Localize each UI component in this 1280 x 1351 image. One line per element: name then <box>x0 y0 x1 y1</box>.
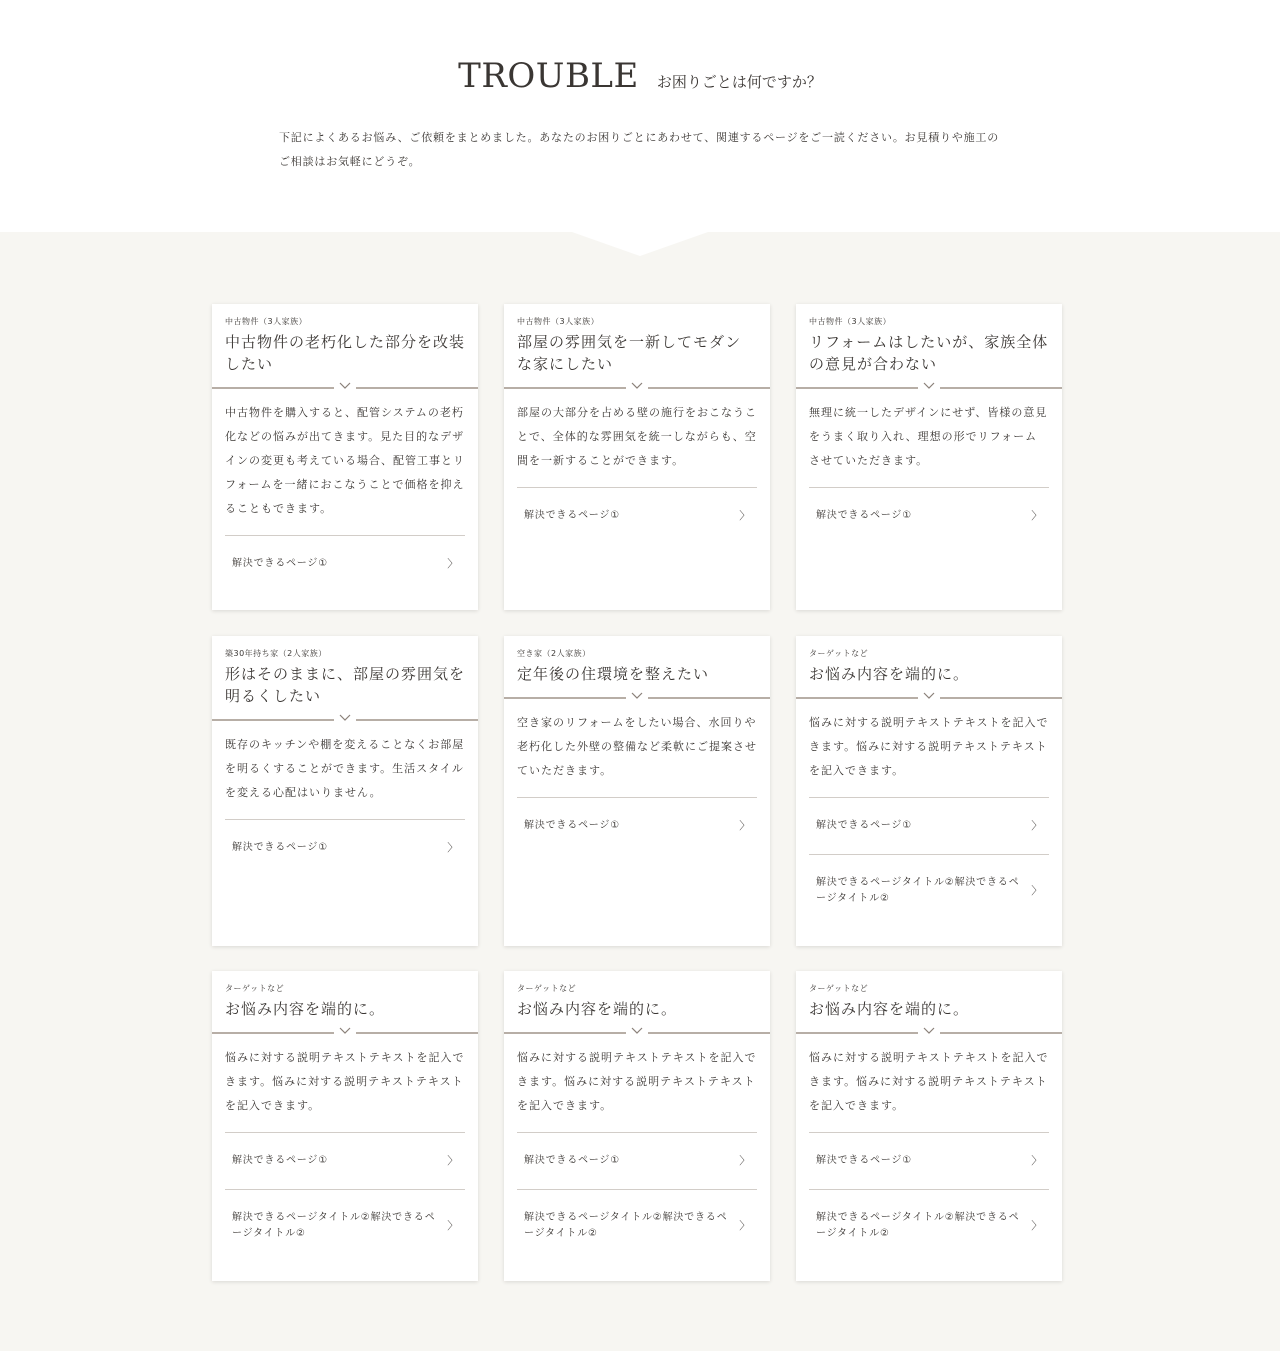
chevron-right-icon: 〉 <box>447 557 459 570</box>
solution-link[interactable] <box>517 1189 757 1261</box>
card-tag: 空き家（2人家族） <box>517 649 591 658</box>
solution-link-label: 解決できるページ① <box>816 820 912 831</box>
card-tag: 中古物件（3人家族） <box>517 317 600 326</box>
solution-link[interactable] <box>809 488 1049 544</box>
card-header <box>212 971 478 1034</box>
solution-link[interactable] <box>809 1133 1049 1189</box>
solution-link[interactable] <box>809 1189 1049 1261</box>
card-title: お悩み内容を端的に。 <box>809 665 970 683</box>
card-description: 空き家のリフォームをしたい場合、水回りや老朽化した外壁の整備など柔軟にご提案させていただきます。 <box>517 711 757 798</box>
card-body <box>796 1034 1062 1261</box>
trouble-card <box>504 636 770 946</box>
card-description: 悩みに対する説明テキストテキストを記入できます。悩みに対する説明テキストテキストを記入できます。 <box>809 711 1049 798</box>
chevron-down-icon <box>334 1027 356 1039</box>
solution-link-label: 解決できるページ① <box>232 842 328 853</box>
card-header <box>212 304 478 389</box>
solution-link[interactable] <box>517 488 757 544</box>
card-description: 既存のキッチンや棚を変えることなくお部屋を明るくすることができます。生活スタイルを変える心配はいりません。 <box>225 733 465 820</box>
card-description: 悩みに対する説明テキストテキストを記入できます。悩みに対する説明テキストテキストを記入できます。 <box>225 1046 465 1133</box>
chevron-right-icon: 〉 <box>447 1218 459 1232</box>
solution-link[interactable] <box>225 536 465 592</box>
card-tag: ターゲットなど <box>517 984 577 993</box>
card-header <box>796 971 1062 1034</box>
card-body <box>504 1034 770 1261</box>
card-header <box>212 636 478 721</box>
trouble-card <box>504 304 770 610</box>
solution-link-label: 解決できるページ① <box>232 558 328 569</box>
trouble-card <box>504 971 770 1281</box>
card-body <box>212 389 478 592</box>
chevron-right-icon: 〉 <box>739 1218 751 1232</box>
trouble-card <box>796 636 1062 946</box>
card-body <box>796 389 1062 544</box>
chevron-right-icon: 〉 <box>1031 819 1043 832</box>
solution-link-label: 解決できるページタイトル②解決できるページタイトル② <box>232 1211 436 1239</box>
solution-link-label: 解決できるページ① <box>232 1155 328 1166</box>
card-body <box>504 699 770 854</box>
section-notch <box>572 232 708 256</box>
chevron-right-icon: 〉 <box>1031 883 1043 897</box>
card-title: 定年後の住環境を整えたい <box>517 665 710 683</box>
card-tag: ターゲットなど <box>809 649 869 658</box>
trouble-card <box>796 304 1062 610</box>
section-title-ja: お困りごとは何ですか？ <box>656 73 822 91</box>
card-tag: 築30年持ち家（2人家族） <box>225 649 327 658</box>
solution-link-label: 解決できるページタイトル②解決できるページタイトル② <box>524 1211 728 1239</box>
card-title: お悩み内容を端的に。 <box>809 1000 970 1018</box>
trouble-card <box>212 636 478 946</box>
chevron-right-icon: 〉 <box>1031 1154 1043 1167</box>
card-header <box>504 304 770 389</box>
trouble-card <box>212 971 478 1281</box>
solution-link-label: 解決できるページタイトル②解決できるページタイトル② <box>816 1211 1020 1239</box>
card-title: 形はそのままに、部屋の雰囲気を明るくしたい <box>225 665 466 705</box>
trouble-card <box>212 304 478 610</box>
section-lead: 下記によくあるお悩み、ご依頼をまとめました。あなたのお困りごとにあわせて、関連するページをご一読ください。お見積りや施工のご相談はお気軽にどうぞ。 <box>279 131 1000 168</box>
card-tag: ターゲットなど <box>225 984 285 993</box>
card-header <box>796 636 1062 699</box>
card-title: 中古物件の老朽化した部分を改装したい <box>225 333 466 373</box>
card-header <box>504 636 770 699</box>
card-title: 部屋の雰囲気を一新してモダンな家にしたい <box>517 333 742 373</box>
solution-link[interactable] <box>225 820 465 876</box>
card-body <box>212 721 478 876</box>
chevron-down-icon <box>626 382 648 394</box>
chevron-down-icon <box>334 714 356 726</box>
solution-link[interactable] <box>517 798 757 854</box>
section-title <box>0 56 1280 96</box>
chevron-right-icon: 〉 <box>739 1154 751 1167</box>
solution-link[interactable] <box>225 1133 465 1189</box>
chevron-down-icon <box>918 692 940 704</box>
chevron-down-icon <box>918 382 940 394</box>
card-tag: 中古物件（3人家族） <box>809 317 892 326</box>
solution-link-label: 解決できるページ① <box>524 820 620 831</box>
chevron-right-icon: 〉 <box>1031 1218 1043 1232</box>
solution-link-label: 解決できるページ① <box>524 510 620 521</box>
intro-section <box>0 0 1280 232</box>
card-body <box>796 699 1062 926</box>
chevron-right-icon: 〉 <box>739 509 751 522</box>
card-body <box>212 1034 478 1261</box>
solution-link-label: 解決できるページ① <box>816 1155 912 1166</box>
chevron-down-icon <box>626 1027 648 1039</box>
solution-link[interactable] <box>517 1133 757 1189</box>
solution-link[interactable] <box>809 854 1049 926</box>
card-title: お悩み内容を端的に。 <box>225 1000 386 1018</box>
solution-link-label: 解決できるページ① <box>816 510 912 521</box>
solution-link[interactable] <box>225 1189 465 1261</box>
chevron-down-icon <box>918 1027 940 1039</box>
card-header <box>504 971 770 1034</box>
chevron-right-icon: 〉 <box>447 1154 459 1167</box>
card-description: 無理に統一したデザインにせず、皆様の意見をうまく取り入れ、理想の形でリフォームさせていただきます。 <box>809 401 1049 488</box>
chevron-right-icon: 〉 <box>1031 509 1043 522</box>
chevron-down-icon <box>626 692 648 704</box>
card-description: 中古物件を購入すると、配管システムの老朽化などの悩みが出てきます。見た目的なデザインの変更も考えている場合、配管工事とリフォームを一緒におこなうことで価格を抑えることもできます。 <box>225 401 465 536</box>
chevron-down-icon <box>334 382 356 394</box>
chevron-right-icon: 〉 <box>447 841 459 854</box>
solution-link-label: 解決できるページタイトル②解決できるページタイトル② <box>816 876 1020 904</box>
card-description: 悩みに対する説明テキストテキストを記入できます。悩みに対する説明テキストテキストを記入できます。 <box>809 1046 1049 1133</box>
card-title: お悩み内容を端的に。 <box>517 1000 678 1018</box>
card-description: 悩みに対する説明テキストテキストを記入できます。悩みに対する説明テキストテキストを記入できます。 <box>517 1046 757 1133</box>
section-title-en: TROUBLE <box>458 56 639 96</box>
solution-link-label: 解決できるページ① <box>524 1155 620 1166</box>
card-tag: ターゲットなど <box>809 984 869 993</box>
card-header <box>796 304 1062 389</box>
card-title: リフォームはしたいが、家族全体の意見が合わない <box>809 333 1049 373</box>
chevron-right-icon: 〉 <box>739 819 751 832</box>
solution-link[interactable] <box>809 798 1049 854</box>
trouble-card <box>796 971 1062 1281</box>
card-description: 部屋の大部分を占める壁の施行をおこなうことで、全体的な雰囲気を統一しながらも、空間を一新することができます。 <box>517 401 757 488</box>
card-tag: 中古物件（3人家族） <box>225 317 308 326</box>
card-body <box>504 389 770 544</box>
